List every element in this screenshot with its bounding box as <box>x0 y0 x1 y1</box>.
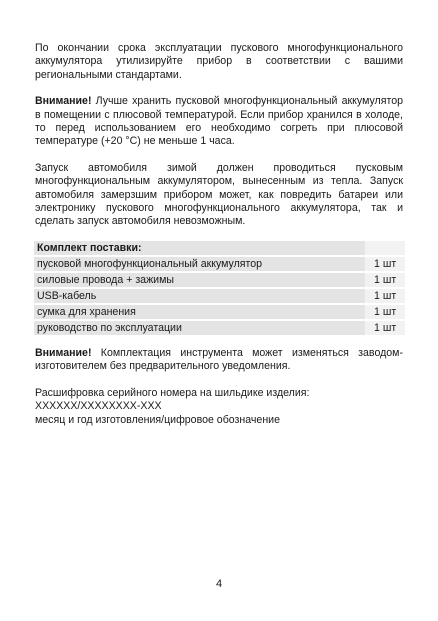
kit-item: сумка для хранения <box>34 305 365 319</box>
serial-heading: Расшифровка серийного номера на шильдике изделия: <box>35 386 310 399</box>
table-row <box>34 305 405 319</box>
kit-table <box>34 239 405 337</box>
kit-item: USB-кабель <box>34 289 365 303</box>
kit-qty: 1 шт <box>365 305 405 319</box>
winter-start-paragraph: Запуск автомобиля зимой должен проводиться пусковым многофункциональным аккумулятором, вынесенным из тепла. Запуск автомобиля замерзшим прибором может, как повредить батареи или электронику пускового многофункционального аккумулятора, так и сделать запуск автомобиля невозможным. <box>35 161 403 228</box>
kit-qty: 1 шт <box>365 273 405 287</box>
kit-change-warning <box>35 347 403 374</box>
page-number: 4 <box>215 578 223 590</box>
warning-label: Внимание! <box>35 346 92 359</box>
disposal-paragraph: По окончании срока эксплуатации пускового многофункционального аккумулятора утилизируйте прибор в соответствии с вашими региональными стандартами. <box>35 42 403 81</box>
kit-change-text: Комплектация инструмента может изменяться заводом-изготовителем без предварительного уведомления. <box>35 346 403 373</box>
serial-description: месяц и год изготовления/цифровое обозначение <box>35 413 280 426</box>
kit-table-header <box>34 241 405 255</box>
storage-warning-text: Лучше хранить пусковой многофункциональный аккумулятор в помещении с плюсовой температурой. Если прибор хранился в холоде, то перед использованием его необходимо согреть при плюсовой температуре (+20 °С) не меньше 1 часа. <box>35 95 403 148</box>
warning-label: Внимание! <box>35 95 92 108</box>
kit-qty: 1 шт <box>365 257 405 271</box>
kit-item: руководство по эксплуатации <box>34 321 365 335</box>
storage-warning-paragraph <box>35 95 403 149</box>
table-row <box>34 289 405 303</box>
document-page <box>35 42 403 427</box>
kit-item: пусковой многофункциональный аккумулятор <box>34 257 365 271</box>
table-row <box>34 321 405 335</box>
kit-qty: 1 шт <box>365 321 405 335</box>
serial-code: XXXXXX/XXXXXXXX-XXX <box>35 400 162 413</box>
table-row <box>34 273 405 287</box>
kit-item: силовые провода + зажимы <box>34 273 365 287</box>
table-row <box>34 257 405 271</box>
kit-qty: 1 шт <box>365 289 405 303</box>
kit-title: Комплект поставки: <box>34 241 365 255</box>
